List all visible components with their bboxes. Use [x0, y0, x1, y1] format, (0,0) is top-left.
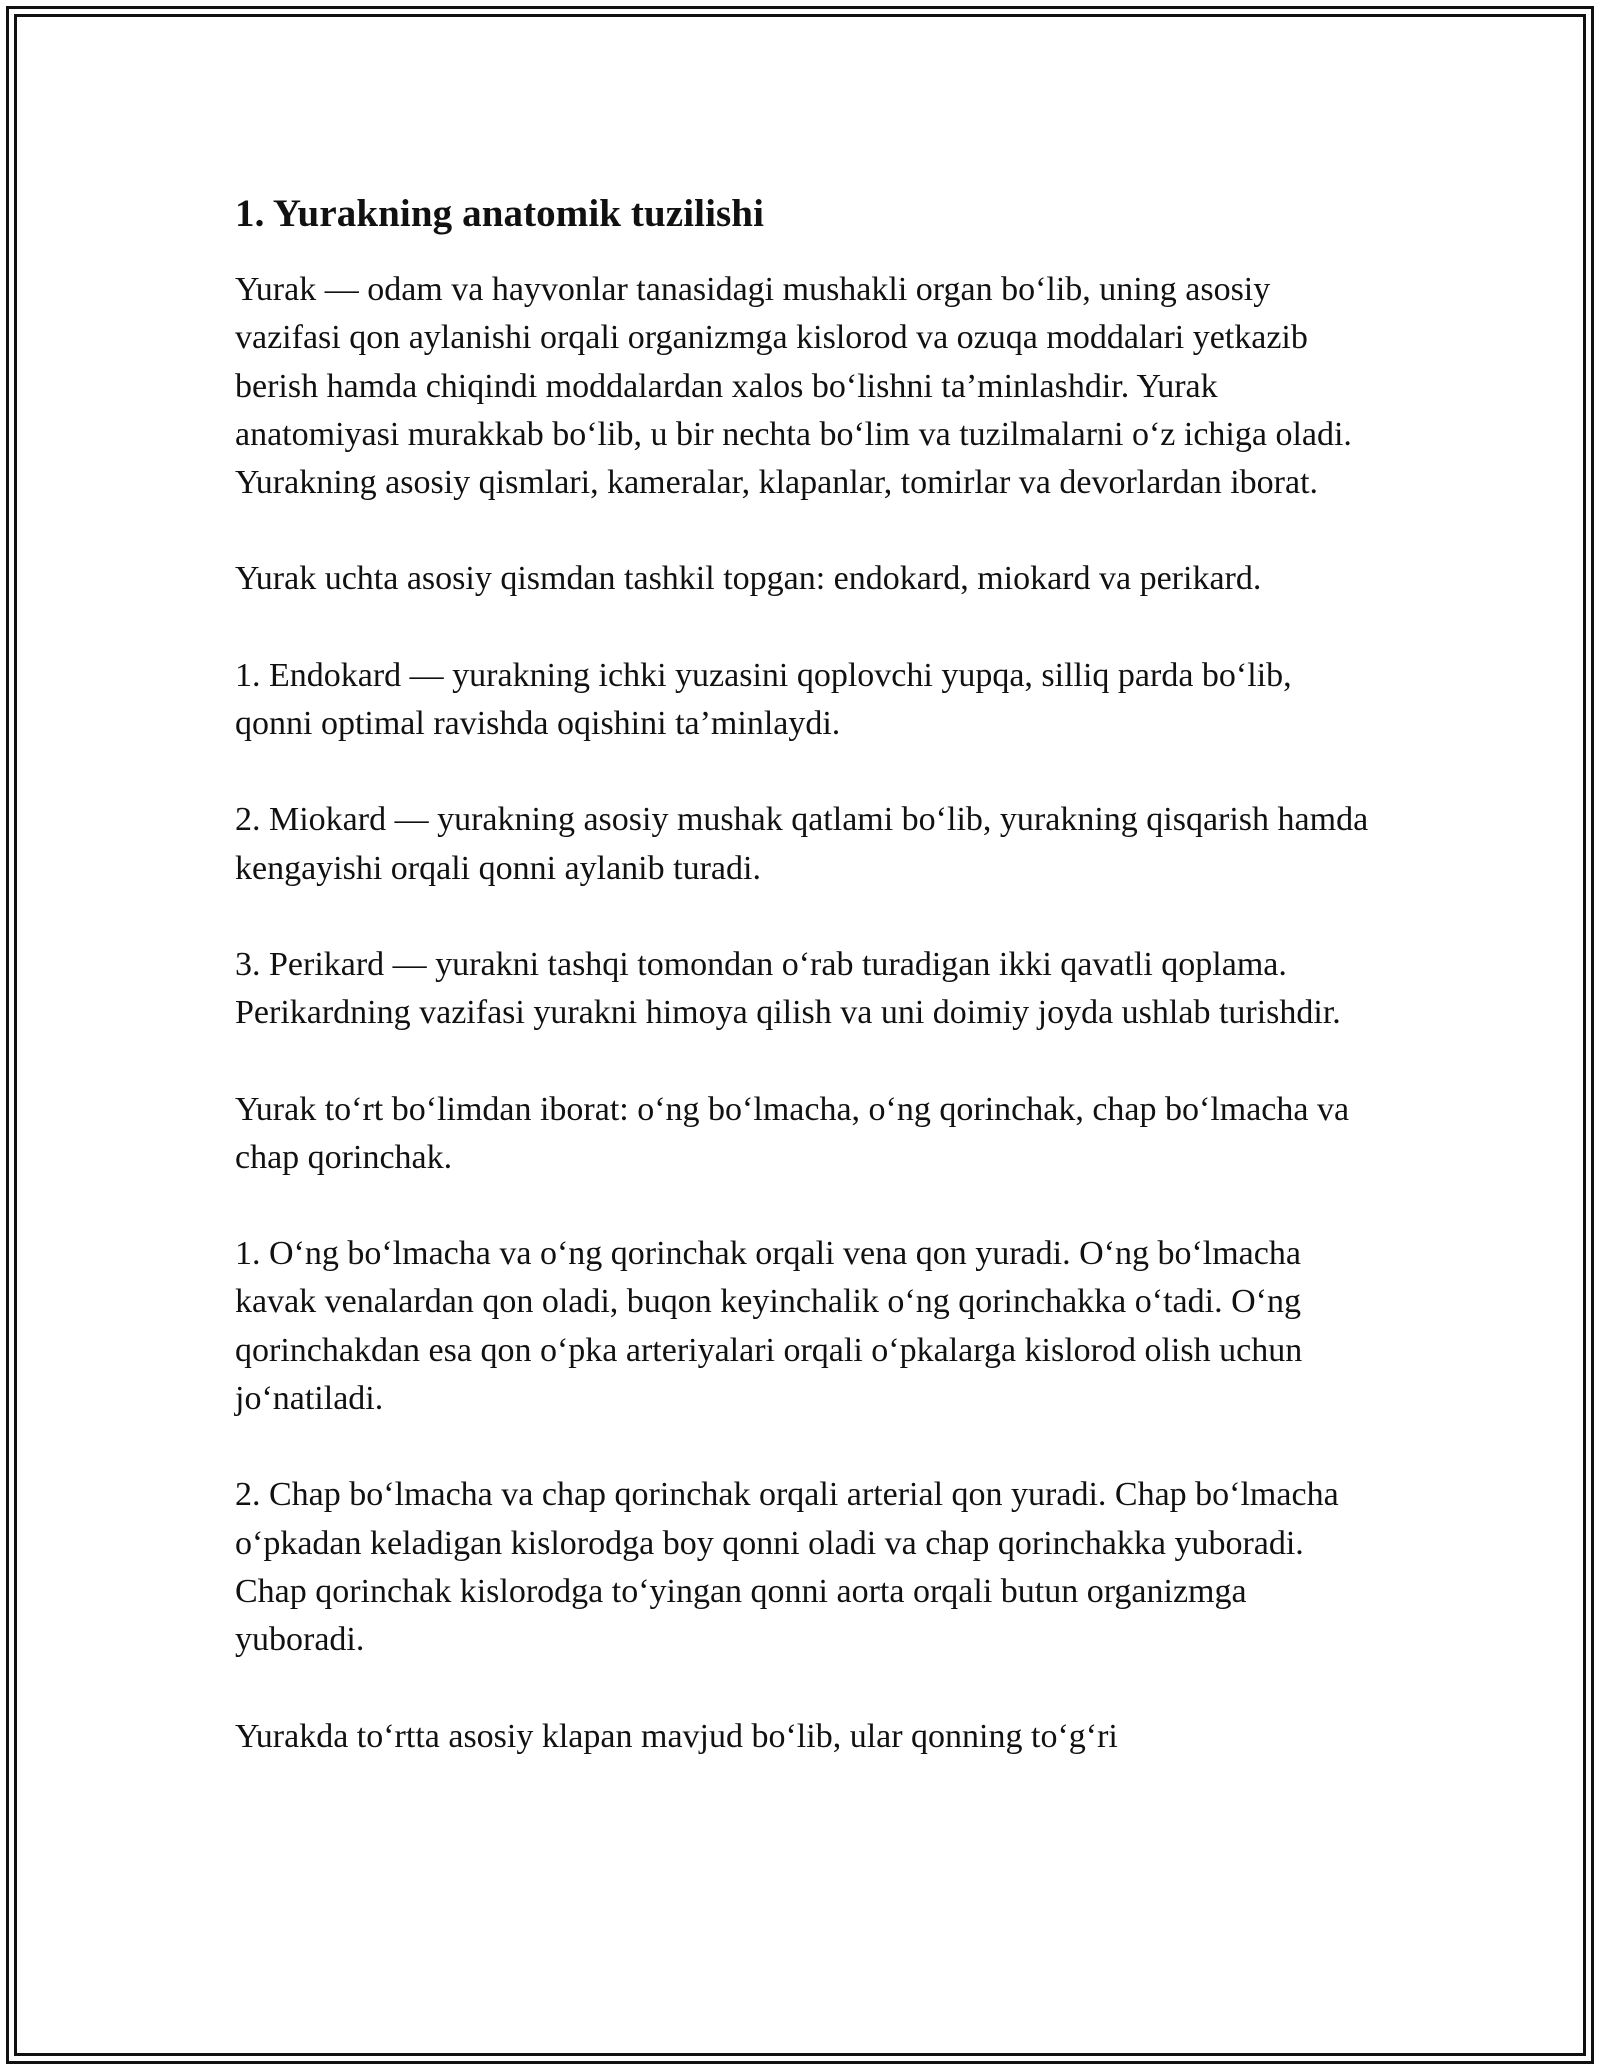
paragraph-left-heart: 2. Chap bo‘lmacha va chap qorinchak orqali arterial qon yuradi. Chap bo‘lmacha o‘pkadan keladigan kislorodga boy qonni oladi va chap qorinchakka yuboradi. Chap qorinchak kislorodga to‘yingan qonni aorta orqali butun organizmga yuboradi.: [235, 1476, 1339, 1659]
paragraph-intro: Yurak — odam va hayvonlar tanasidagi mushakli organ bo‘lib, uning asosiy vazifasi qon aylanishi orqali organizmga kislorod va ozuqa moddalari yetkazib berish hamda chiqindi moddalardan xalos bo‘lishni ta’minlashdir. Yurak anatomiyasi murakkab bo‘lib, u bir nechta bo‘lim va tuzilmalarni o‘z ichiga oladi. Yurakning asosiy qismlari, kameralar, klapanlar, tomirlar va devorlardan iborat.: [235, 271, 1352, 502]
paragraph-pericardium: 3. Perikard — yurakni tashqi tomondan o‘rab turadigan ikki qavatli qoplama. Perikardning vazifasi yurakni himoya qilish va uni doimiy joyda ushlab turishdir.: [235, 945, 1341, 1032]
paragraph-endocardium: 1. Endokard — yurakning ichki yuzasini qoplovchi yupqa, silliq parda bo‘lib, qonni optimal ravishda oqishini ta’minlaydi.: [235, 656, 1292, 743]
section-heading: 1. Yurakning anatomik tuzilishi: [235, 192, 765, 235]
paragraph-layers-summary: Yurak uchta asosiy qismdan tashkil topgan: endokard, miokard va perikard.: [235, 560, 1262, 598]
paragraph-right-heart: 1. O‘ng bo‘lmacha va o‘ng qorinchak orqali vena qon yuradi. O‘ng bo‘lmacha kavak venalardan qon oladi, buqon keyinchalik o‘ng qorinchakka o‘tadi. O‘ng qorinchakdan esa qon o‘pka arteriyalari orqali o‘pkalarga kislorod olish uchun jo‘natiladi.: [235, 1235, 1303, 1418]
paragraph-valves: Yurakda to‘rtta asosiy klapan mavjud bo‘lib, ular qonning to‘g‘ri: [235, 1717, 1118, 1755]
paragraph-chambers-summary: Yurak to‘rt bo‘limdan iborat: o‘ng bo‘lmacha, o‘ng qorinchak, chap bo‘lmacha va chap qorinchak.: [235, 1090, 1350, 1176]
paragraph-myocardium: 2. Miokard — yurakning asosiy mushak qatlami bo‘lib, yurakning qisqarish hamda kengayishi orqali qonni aylanib turadi.: [235, 801, 1369, 887]
document-body: [235, 182, 1375, 1809]
